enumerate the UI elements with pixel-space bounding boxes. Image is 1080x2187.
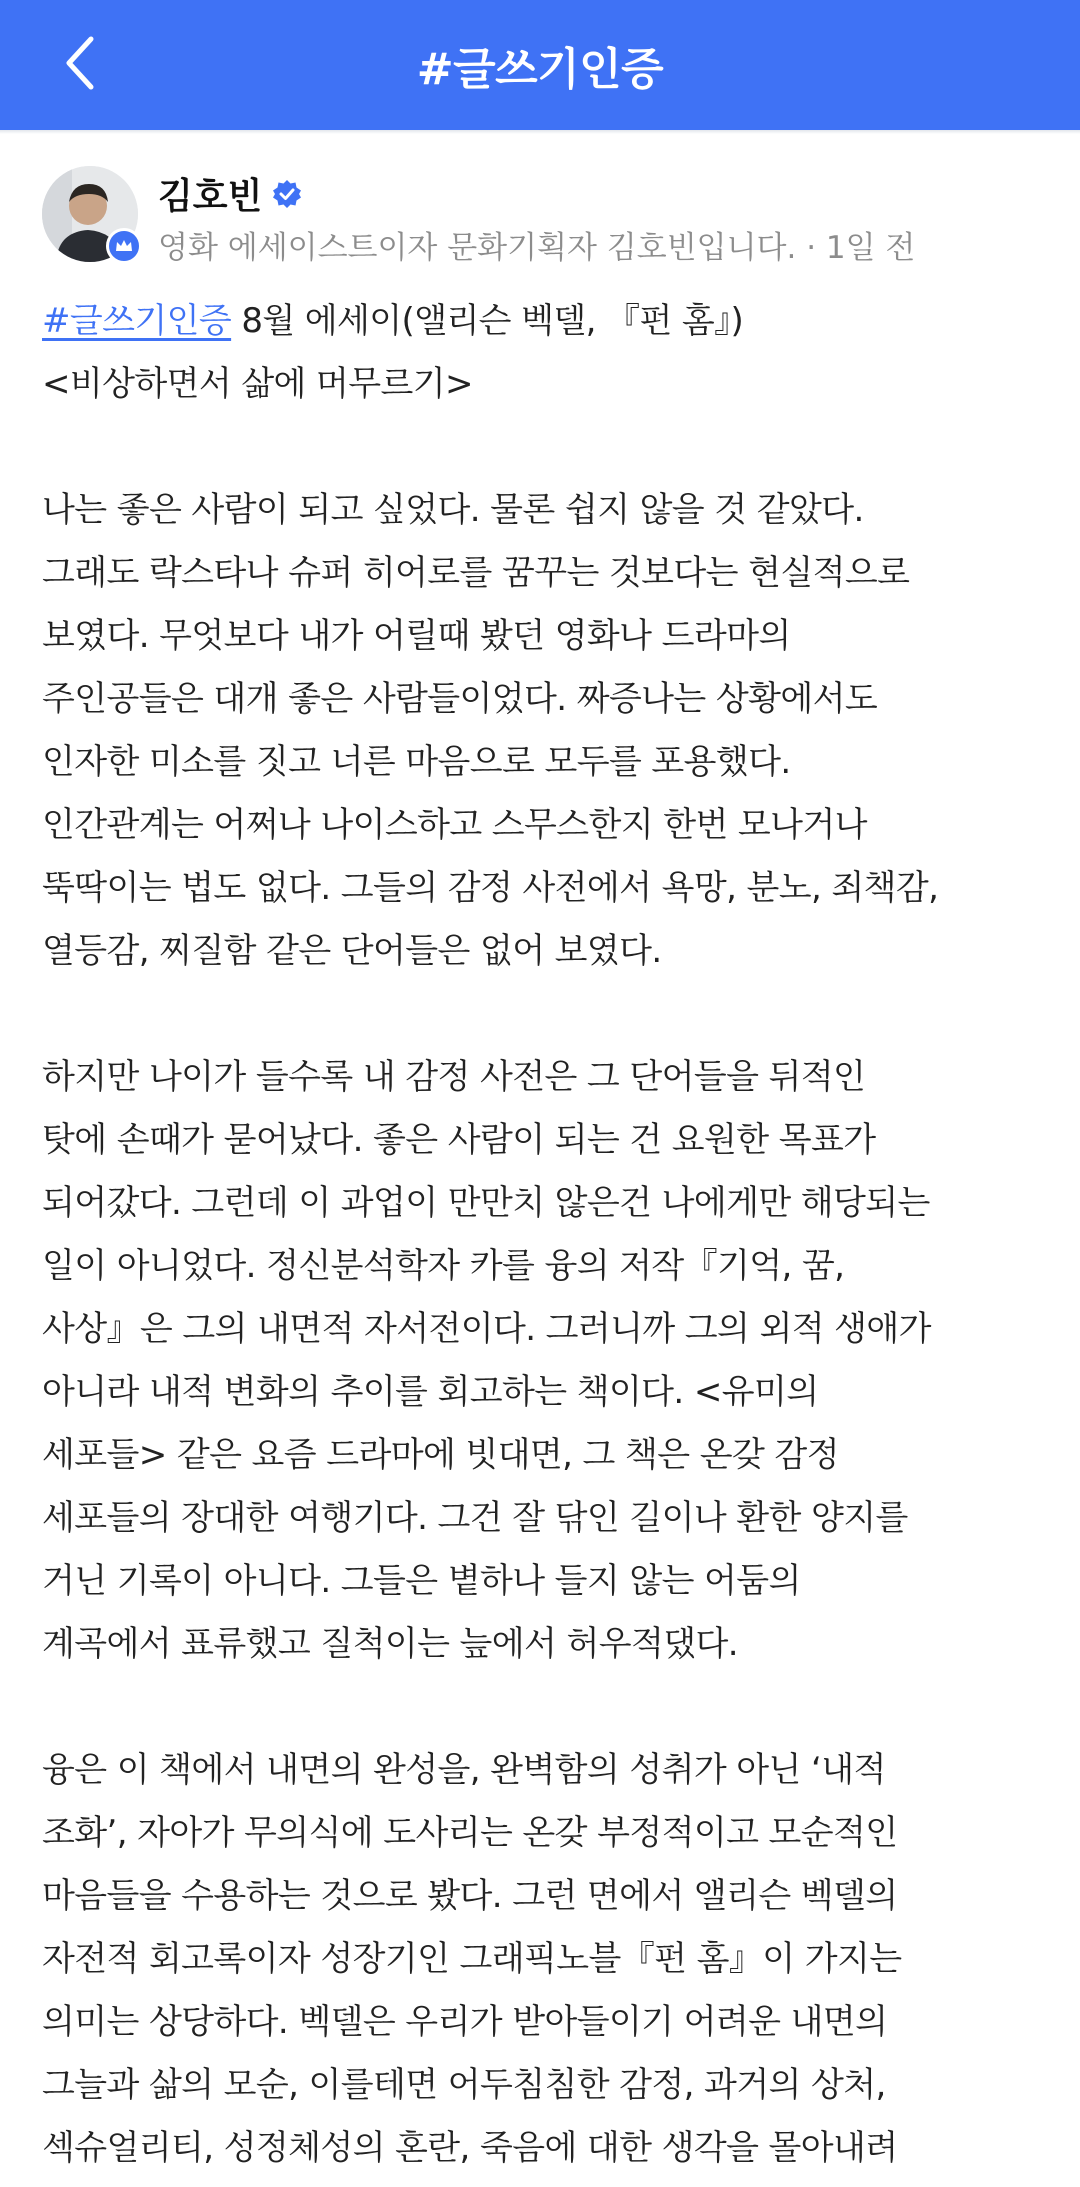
text-line: 사상』은 그의 내면적 자서전이다. 그러니까 그의 외적 생애가 — [42, 1309, 931, 1349]
chevron-left-icon — [61, 33, 101, 93]
crown-icon — [106, 228, 142, 264]
text-line: 그늘과 삶의 모순, 이를테면 어두침침한 감정, 과거의 상처, — [42, 2065, 886, 2105]
text-line: 뚝딱이는 법도 없다. 그들의 감정 사전에서 욕망, 분노, 죄책감, — [42, 868, 939, 908]
author-name[interactable]: 김호빈 — [158, 176, 263, 217]
text-line: 주인공들은 대개 좋은 사람들이었다. 짜증나는 상황에서도 — [42, 679, 878, 719]
text-line: 세포들의 장대한 여행기다. 그건 잘 닦인 길이나 환한 양지를 — [42, 1498, 908, 1538]
text-line: 인자한 미소를 짓고 너른 마음으로 모두를 포용했다. — [42, 742, 791, 782]
text-line: 섹슈얼리티, 성정체성의 혼란, 죽음에 대한 생각을 몰아내려 — [42, 2128, 898, 2168]
author-row — [42, 166, 1042, 266]
spacer — [42, 416, 1052, 479]
back-button[interactable] — [46, 28, 116, 98]
top-app-bar — [0, 0, 1080, 130]
post-title-line — [42, 290, 1052, 353]
text-line: 하지만 나이가 들수록 내 감정 사전은 그 단어들을 뒤적인 — [42, 1057, 866, 1097]
author-meta: 영화 에세이스트이자 문화기획자 김호빈입니다. · 1일 전 — [158, 230, 916, 266]
hashtag-link[interactable]: #글쓰기인증 — [42, 301, 232, 341]
text-line: 되어갔다. 그런데 이 과업이 만만치 않은건 나에게만 해당되는 — [42, 1183, 930, 1223]
text-line: 인간관계는 어쩌나 나이스하고 스무스한지 한번 모나거나 — [42, 805, 867, 845]
verified-check-icon — [272, 179, 302, 209]
text-line: 세포들> 같은 요즘 드라마에 빗대면, 그 책은 온갖 감정 — [42, 1435, 839, 1475]
text-line: 조화’, 자아가 무의식에 도사리는 온갖 부정적이고 모순적인 — [42, 1813, 898, 1853]
text-line: 그래도 락스타나 슈퍼 히어로를 꿈꾸는 것보다는 현실적으로 — [42, 553, 910, 593]
text-line: 탓에 손때가 묻어났다. 좋은 사람이 되는 건 요원한 목표가 — [42, 1120, 876, 1160]
text-line: 마음들을 수용하는 것으로 봤다. 그런 면에서 앨리슨 벡델의 — [42, 1876, 898, 1916]
post-subtitle: <비상하면서 삶에 머무르기> — [42, 364, 473, 404]
page-title: #글쓰기인증 — [416, 44, 664, 95]
text-line: 보였다. 무엇보다 내가 어릴때 봤던 영화나 드라마의 — [42, 616, 791, 656]
post-body — [42, 290, 1052, 2180]
text-line: 자전적 회고록이자 성장기인 그래픽노블『펀 홈』이 가지는 — [42, 1939, 902, 1979]
text-line: 일이 아니었다. 정신분석학자 카를 융의 저작『기억, 꿈, — [42, 1246, 845, 1286]
text-line: 의미는 상당하다. 벡델은 우리가 받아들이기 어려운 내면의 — [42, 2002, 888, 2042]
text-line: 나는 좋은 사람이 되고 싶었다. 물론 쉽지 않을 것 같았다. — [42, 490, 864, 530]
text-line: 거닌 기록이 아니다. 그들은 볕하나 들지 않는 어둠의 — [42, 1561, 801, 1601]
post-title: 8월 에세이(앨리슨 벡델, 『펀 홈』) — [231, 301, 744, 341]
text-line: 열등감, 찌질함 같은 단어들은 없어 보였다. — [42, 931, 662, 971]
spacer — [42, 983, 1052, 1046]
text-line: 계곡에서 표류했고 질척이는 늪에서 허우적댔다. — [42, 1624, 738, 1664]
text-line: 융은 이 책에서 내면의 완성을, 완벽함의 성취가 아닌 ‘내적 — [42, 1750, 886, 1790]
header-divider — [0, 130, 1080, 134]
spacer — [42, 1676, 1052, 1739]
avatar[interactable] — [42, 166, 138, 262]
text-line: 아니라 내적 변화의 추이를 회고하는 책이다. <유미의 — [42, 1372, 819, 1412]
